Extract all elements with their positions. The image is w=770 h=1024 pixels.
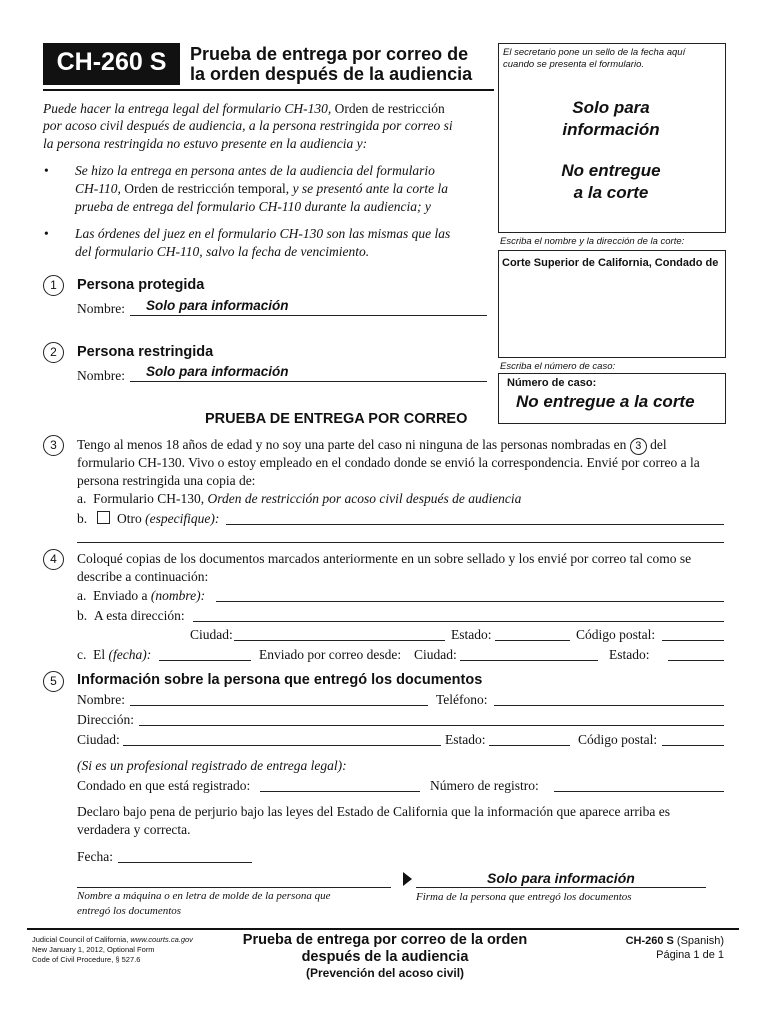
server-zip-label: Código postal: xyxy=(578,732,658,747)
form-title-line2: la orden después de la audiencia xyxy=(190,64,473,84)
bullet2-line1: Las órdenes del juez en el formulario CH-130 son las mismas que las xyxy=(75,226,451,241)
section3-line3: persona restringida una copia de: xyxy=(77,473,256,488)
section4-sent-from: Enviado por correo desde: xyxy=(259,647,402,662)
reg-number-label: Número de registro: xyxy=(430,778,539,793)
court-name-value: Corte Superior de California, Condado de xyxy=(502,257,719,269)
name-caption-line2: entregó los documentos xyxy=(77,905,182,917)
section1-name-value: Solo para información xyxy=(146,298,289,313)
section-number: 2 xyxy=(43,342,64,363)
section2-name-value: Solo para información xyxy=(146,364,289,379)
section4-state-label: Estado: xyxy=(451,627,492,642)
section4-zip-label: Código postal: xyxy=(576,627,656,642)
sent-from-state-field[interactable] xyxy=(668,660,724,661)
header-rule xyxy=(43,89,494,91)
footer-page: Página 1 de 1 xyxy=(656,949,724,961)
reg-number-field[interactable] xyxy=(554,791,724,792)
intro-line1: Puede hacer la entrega legal del formulario CH-130, Orden de restricción xyxy=(43,101,445,116)
section4-city2-label: Ciudad: xyxy=(414,647,457,662)
bullet1-line1: Se hizo la entrega en persona antes de la audiencia del formulario xyxy=(75,163,435,178)
footer-rule xyxy=(27,928,739,930)
server-name-label: Nombre: xyxy=(77,692,125,707)
footer-code: Code of Civil Procedure, § 527.6 xyxy=(32,955,141,964)
stamp-info-line2: información xyxy=(562,120,660,139)
footer-title-line2: después de la audiencia xyxy=(301,949,469,965)
declaration-line2: verdadera y correcta. xyxy=(77,822,191,837)
server-phone-label: Teléfono: xyxy=(436,692,488,707)
name-caption-line1: Nombre a máquina o en letra de molde de la persona que xyxy=(77,890,331,902)
server-address-label: Dirección: xyxy=(77,712,134,727)
signature-arrow-icon xyxy=(403,872,412,891)
server-name-field[interactable] xyxy=(130,705,428,706)
section3-item-a: a. Formulario CH-130, Orden de restricción por acoso civil después de audiencia xyxy=(77,491,522,506)
sent-from-city-field[interactable] xyxy=(460,660,598,661)
section-number: 4 xyxy=(43,549,64,570)
section-number: 5 xyxy=(43,671,64,692)
server-printed-name-field[interactable] xyxy=(77,887,391,888)
server-zip-field[interactable] xyxy=(662,745,724,746)
declaration-line1: Declaro bajo pena de perjurio bajo las leyes del Estado de California que la información que aparece arriba es xyxy=(77,804,670,819)
section4-b: b. A esta dirección: xyxy=(77,608,185,623)
mailed-address-field[interactable] xyxy=(193,621,724,622)
case-number-value: No entregue a la corte xyxy=(516,392,695,411)
footer-form-code: CH-260 S (Spanish) xyxy=(625,935,724,947)
bullet1-line3: prueba de entrega del formulario CH-110 durante la audiencia; y xyxy=(75,199,431,214)
bullet1-line2: CH-110, Orden de restricción temporal, y se presentó ante la corte la xyxy=(75,181,449,196)
mailed-state-field[interactable] xyxy=(495,640,570,641)
bullet-marker: • xyxy=(44,163,49,178)
server-phone-field[interactable] xyxy=(494,705,724,706)
server-city-label: Ciudad: xyxy=(77,732,120,747)
form-code: CH-260 S xyxy=(56,48,167,76)
signature-field[interactable] xyxy=(416,887,706,888)
server-state-label: Estado: xyxy=(445,732,486,747)
date-field[interactable] xyxy=(118,862,252,863)
section4-city-label: Ciudad: xyxy=(190,627,233,642)
server-state-field[interactable] xyxy=(489,745,570,746)
footer-revision: New January 1, 2012, Optional Form xyxy=(32,945,155,954)
section-ref-number: 3 xyxy=(630,438,647,455)
footer-subtitle: (Prevención del acoso civil) xyxy=(305,966,465,980)
section-number: 1 xyxy=(43,275,64,296)
section3-line1: Tengo al menos 18 años de edad y no soy una parte del caso ni ninguna de las personas nombradas en 3 del xyxy=(77,437,667,455)
other-specify-field[interactable] xyxy=(226,524,724,525)
bullet-marker: • xyxy=(44,226,49,241)
bullet2-line2: del formulario CH-110, salvo la fecha de vencimiento. xyxy=(75,244,370,259)
clerk-note-line1: El secretario pone un sello de la fecha aquí xyxy=(503,47,686,58)
mailed-zip-field[interactable] xyxy=(662,640,724,641)
section4-a: a. Enviado a (nombre): xyxy=(77,588,206,603)
date-label: Fecha: xyxy=(77,849,113,864)
server-city-field[interactable] xyxy=(123,745,441,746)
section4-state2-label: Estado: xyxy=(609,647,650,662)
clerk-note-line2: cuando se presenta el formulario. xyxy=(503,59,644,70)
server-address-field[interactable] xyxy=(139,725,724,726)
proof-heading: PRUEBA DE ENTREGA POR CORREO xyxy=(205,411,468,427)
other-checkbox[interactable] xyxy=(97,511,110,524)
county-field[interactable] xyxy=(260,791,420,792)
section-number: 3 xyxy=(43,435,64,456)
case-box-label: Escriba el número de caso: xyxy=(500,361,616,372)
section3-line2: formulario CH-130. Vivo o estoy empleado en el condado donde se envió la correspondencia. Envié por correo a la xyxy=(77,455,700,470)
mailed-date-field[interactable] xyxy=(159,660,251,661)
registered-note: (Si es un profesional registrado de entrega legal): xyxy=(77,758,347,773)
section1-name-label: Nombre: xyxy=(77,301,125,316)
mailed-to-name-field[interactable] xyxy=(216,601,724,602)
stamp-court-line2: a la corte xyxy=(573,183,649,202)
section4-c: c. El (fecha): xyxy=(77,647,152,662)
intro-line2: por acoso civil después de audiencia, a la persona restringida por correo si xyxy=(43,118,453,133)
signature-caption: Firma de la persona que entregó los documentos xyxy=(416,891,632,903)
other-specify-field-2[interactable] xyxy=(77,542,724,543)
section2-name-label: Nombre: xyxy=(77,368,125,383)
section4-line1: Coloqué copias de los documentos marcados anteriormente en un sobre sellado y los envié por correo tal como se xyxy=(77,551,692,566)
county-label: Condado en que está registrado: xyxy=(77,778,251,793)
section3-item-b: b. Otro (especifique): xyxy=(77,511,220,526)
form-title-line1: Prueba de entrega por correo de xyxy=(190,44,469,64)
footer-title-line1: Prueba de entrega por correo de la orden xyxy=(242,932,528,948)
section5-title: Información sobre la persona que entregó los documentos xyxy=(77,672,483,688)
section1-title: Persona protegida xyxy=(77,277,205,293)
stamp-info-line1: Solo para xyxy=(572,98,650,117)
stamp-court-line1: No entregue xyxy=(561,161,661,180)
footer-source: Judicial Council of California, www.courts.ca.gov xyxy=(32,935,193,944)
intro-line3: la persona restringida no estuvo presente en la audiencia y: xyxy=(43,136,368,151)
section2-name-field[interactable] xyxy=(130,381,487,382)
case-number-label: Número de caso: xyxy=(507,377,597,389)
mailed-city-field[interactable] xyxy=(234,640,445,641)
signature-value: Solo para información xyxy=(487,870,635,886)
section1-name-field[interactable] xyxy=(130,315,487,316)
section2-title: Persona restringida xyxy=(77,344,214,360)
section4-line2: describe a continuación: xyxy=(77,569,209,584)
court-box-label: Escriba el nombre y la dirección de la corte: xyxy=(500,236,685,247)
